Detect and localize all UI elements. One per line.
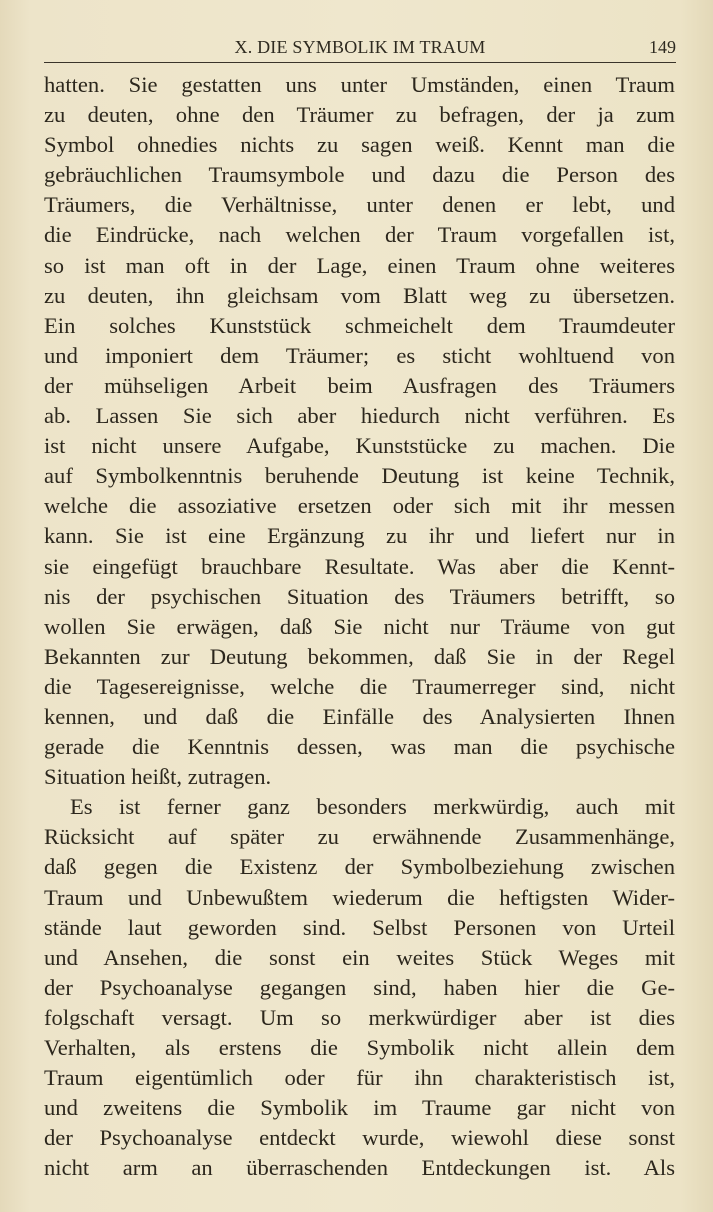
text-line: Ein solches Kunststück schmeichelt dem Traumdeuter	[44, 312, 675, 338]
body-text	[44, 70, 675, 1183]
text-line: Traum und Unbewußtem wiederum die heftigsten Wider-	[44, 884, 675, 910]
header-rule	[44, 62, 676, 63]
text-line: der mühseligen Arbeit beim Ausfragen des Träumers	[44, 372, 675, 398]
text-line: nis der psychischen Situation des Träumers betrifft, so	[44, 583, 675, 609]
text-line: kennen, und daß die Einfälle des Analysierten Ihnen	[44, 703, 675, 729]
page-number: 149	[649, 37, 676, 57]
text-line: sie eingefügt brauchbare Resultate. Was aber die Kennt-	[44, 553, 675, 579]
text-line: der Psychoanalyse gegangen sind, haben hier die Ge-	[44, 974, 675, 1000]
page-header	[44, 36, 676, 62]
text-line: Bekannten zur Deutung bekommen, daß Sie in der Regel	[44, 643, 675, 669]
text-line: die Eindrücke, nach welchen der Traum vorgefallen ist,	[44, 222, 675, 248]
text-line: nicht arm an überraschenden Entdeckungen ist. Als	[44, 1155, 675, 1181]
text-line: folgschaft versagt. Um so merkwürdiger aber ist dies	[44, 1004, 675, 1030]
text-line: Träumers, die Verhältnisse, unter denen er lebt, und	[44, 192, 675, 218]
text-line: kann. Sie ist eine Ergänzung zu ihr und liefert nur in	[44, 523, 675, 549]
text-line: zu deuten, ihn gleichsam vom Blatt weg zu übersetzen.	[44, 282, 675, 308]
text-line: ab. Lassen Sie sich aber hiedurch nicht verführen. Es	[44, 403, 675, 429]
text-line: Symbol ohnedies nichts zu sagen weiß. Kennt man die	[44, 132, 675, 158]
text-line: so ist man oft in der Lage, einen Traum ohne weiteres	[44, 252, 675, 278]
text-line: zu deuten, ohne den Träumer zu befragen, der ja zum	[44, 102, 675, 128]
paragraph-start-line: Es ist ferner ganz besonders merkwürdig, auch mit	[70, 794, 675, 820]
text-line: die Tagesereignisse, welche die Traumerreger sind, nicht	[44, 673, 675, 699]
text-line: und Ansehen, die sonst ein weites Stück Weges mit	[44, 944, 675, 970]
text-line: hatten. Sie gestatten uns unter Umständen, einen Traum	[44, 72, 675, 97]
text-line: welche die assoziative ersetzen oder sich mit ihr messen	[44, 493, 675, 519]
text-line: Rücksicht auf später zu erwähnende Zusammenhänge,	[44, 824, 675, 850]
text-line: gerade die Kenntnis dessen, was man die psychische	[44, 734, 675, 760]
text-line: der Psychoanalyse entdeckt wurde, wiewohl diese sonst	[44, 1125, 675, 1151]
paragraph-end-line: Situation heißt, zutragen.	[44, 764, 272, 790]
text-line: wollen Sie erwägen, daß Sie nicht nur Träume von gut	[44, 613, 675, 639]
running-head: X. DIE SYMBOLIK IM TRAUM	[234, 37, 486, 57]
text-line: Traum eigentümlich oder für ihn charakteristisch ist,	[44, 1065, 675, 1091]
text-line: daß gegen die Existenz der Symbolbeziehung zwischen	[44, 854, 675, 880]
text-line: gebräuchlichen Traumsymbole und dazu die Person des	[44, 162, 675, 188]
text-line: stände laut geworden sind. Selbst Personen von Urteil	[44, 914, 675, 940]
text-line: auf Symbolkenntnis beruhende Deutung ist keine Technik,	[44, 463, 675, 489]
text-line: Verhalten, als erstens die Symbolik nicht allein dem	[44, 1035, 675, 1060]
text-line: und zweitens die Symbolik im Traume gar nicht von	[44, 1095, 675, 1121]
text-line: ist nicht unsere Aufgabe, Kunststücke zu machen. Die	[44, 433, 675, 459]
text-line: und imponiert dem Träumer; es sticht wohltuend von	[44, 342, 675, 368]
